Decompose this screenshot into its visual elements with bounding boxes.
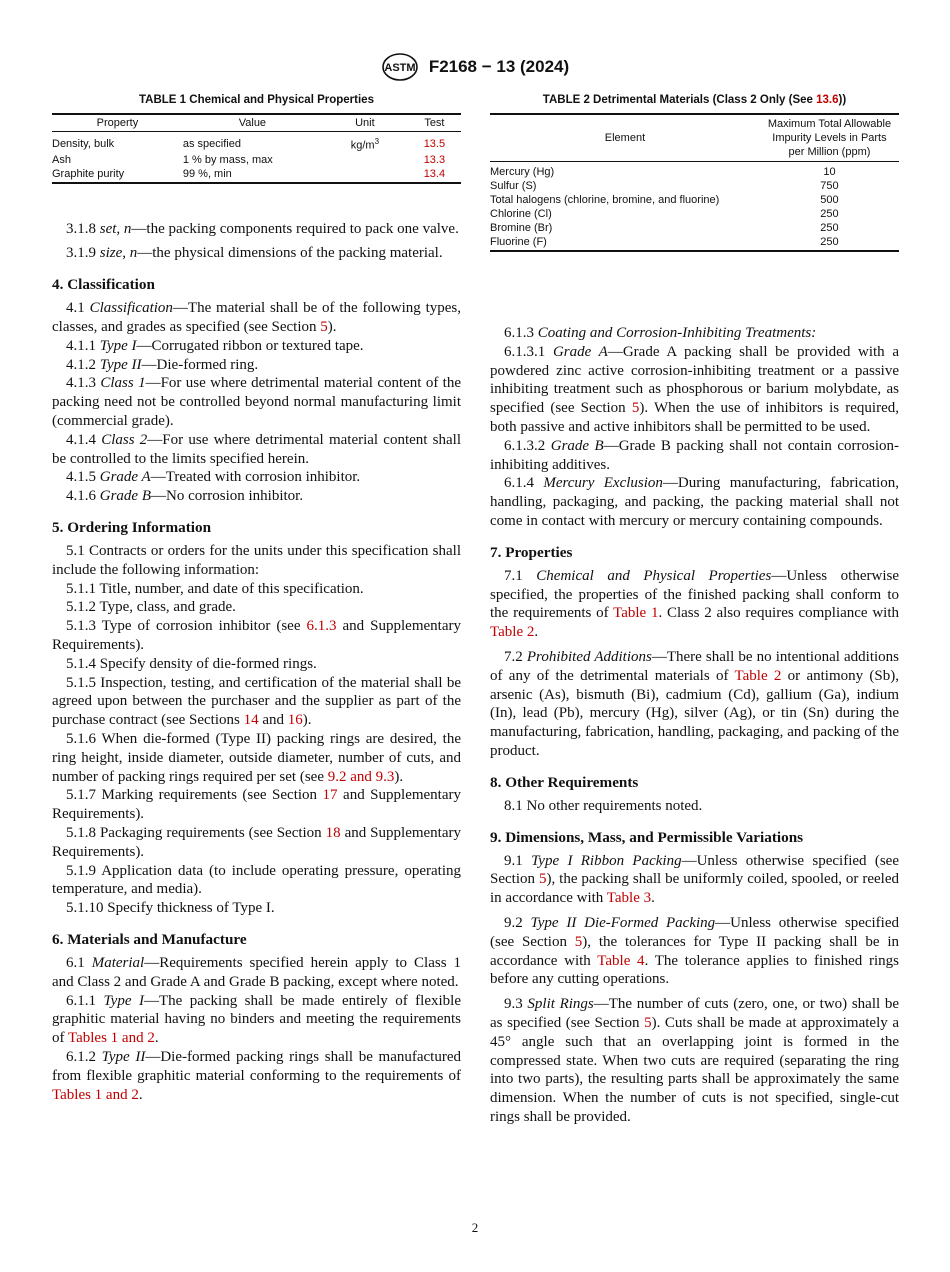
table2-cell: 250 — [820, 208, 839, 220]
right-column — [490, 94, 899, 1127]
table-row — [490, 193, 899, 207]
section-5-1-7: 5.1.7 Marking requirements (see Section 17 and Supplementary Requirements). — [52, 787, 461, 823]
section-link[interactable]: 17 — [322, 787, 338, 804]
astm-logo-icon — [381, 52, 419, 82]
table2-caption: TABLE 2 Detrimental Materials (Class 2 Only (See 13.6)) — [542, 94, 847, 106]
section-9-2: 9.2 Type II Die-Formed Packing—Unless otherwise specified (see Section 5), the tolerances for Type II packing shall be in accordance with Table 4. The tolerance applies to finished rings before any cutting operations. — [490, 914, 900, 988]
table2-cell: Fluorine (F) — [490, 235, 760, 251]
section-4-1-2: 4.1.2 Type II—Die-formed ring. — [66, 356, 259, 373]
heading-properties: 7. Properties — [490, 543, 573, 561]
section-link[interactable]: 5 — [574, 933, 583, 950]
table1-cell: Graphite purity — [52, 167, 183, 183]
section-3-1-9: 3.1.9 size, n—the physical dimensions of the packing material. — [66, 245, 443, 262]
section-link[interactable]: 5 — [644, 1014, 652, 1031]
section-7-2: 7.2 Prohibited Additions—There shall be no intentional additions of any of the detrimental materials of Table 2 or antimony (Sb), arsenic (As), bismuth (Bi), cadmium (Cd), gallium (Ga), indium (In), lead (Pb), mercury (Hg), silver (Ag), or tin (Sn) during the manufacturing, fabrication, handling, packaging, and packing of the product. — [490, 648, 899, 759]
table-row — [490, 207, 899, 221]
heading-other-requirements: 8. Other Requirements — [490, 773, 639, 791]
section-link[interactable]: 5 — [320, 319, 328, 336]
table1-caption: TABLE 1 Chemical and Physical Properties — [139, 94, 374, 106]
table1-header: Property — [52, 114, 183, 132]
section-link[interactable]: 13.6 — [816, 94, 839, 106]
table2-cell: Total halogens (chlorine, bromine, and fluorine) — [490, 194, 720, 206]
table-link[interactable]: Table 3 — [606, 890, 652, 907]
section-4-1-6: 4.1.6 Grade B—No corrosion inhibitor. — [66, 488, 304, 505]
table1 — [52, 113, 461, 184]
section-link[interactable]: 16 — [287, 712, 303, 729]
section-6-1-3-2: 6.1.3.2 Grade B—Grade B packing shall not contain corrosion-inhibiting additives. — [490, 437, 899, 473]
section-4-1-1: 4.1.1 Type I—Corrugated ribbon or textured tape. — [66, 337, 364, 354]
table2-cell: 250 — [820, 222, 839, 234]
section-9-3: 9.3 Split Rings—The number of cuts (zero, one, or two) shall be as specified (see Section 5). Cuts shall be made at approximately a 45° angle such that an overlapping joint is formed in the compressed state. When two cuts are required (separating the ring into two parts), the resulting parts shall be approximately the same dimension. When the number of cuts is not specified, single-cut rings shall be provided. — [490, 996, 900, 1125]
section-link[interactable]: 18 — [325, 824, 341, 841]
table-link[interactable]: Table 4 — [597, 952, 645, 969]
section-5-1-1: 5.1.1 Title, number, and date of this specification. — [66, 580, 364, 597]
page-header — [0, 52, 950, 82]
heading-dimensions: 9. Dimensions, Mass, and Permissible Variations — [490, 828, 804, 846]
table1-cell: Ash — [52, 153, 71, 166]
section-link[interactable]: 9.2 and 9.3 — [327, 768, 395, 785]
section-5-1-3: 5.1.3 Type of corrosion inhibitor (see 6.1.3 and Supplementary Requirements). — [52, 618, 461, 653]
heading-ordering-information: 5. Ordering Information — [52, 519, 212, 537]
section-6-1: 6.1 Material—Requirements specified herein apply to Class 1 and Class 2 and Grade A and Grade B packing, except where noted. — [52, 954, 462, 990]
table-link[interactable]: Table 1 — [613, 605, 659, 622]
table2-cell: Mercury (Hg) — [490, 166, 555, 178]
section-link[interactable]: 14 — [243, 712, 259, 729]
section-4-1-5: 4.1.5 Grade A—Treated with corrosion inhibitor. — [66, 469, 361, 486]
table1-cell: 99 %, min — [183, 167, 322, 183]
svg-text:ASTM: ASTM — [384, 62, 416, 74]
heading-materials-and-manufacture: 6. Materials and Manufacture — [52, 930, 247, 948]
table-row — [490, 235, 899, 251]
table1-link[interactable]: 13.4 — [408, 167, 461, 183]
left-column — [52, 94, 461, 1104]
table1-cell: as specified — [182, 137, 241, 150]
section-4-1-3: 4.1.3 Class 1—For use where detrimental material content of the packing need not be controlled beyond normal manufacturing limit (commercial grade). — [52, 375, 462, 430]
standard-designation: F2168 − 13 (2024) — [428, 57, 570, 76]
section-4-1-4: 4.1.4 Class 2—For use where detrimental material content shall be controlled to the limits specified herein. — [52, 431, 461, 467]
table1-link[interactable]: 13.5 — [423, 137, 446, 150]
table1-link[interactable]: 13.3 — [423, 153, 446, 166]
table-link[interactable]: Tables 1 and 2 — [67, 1030, 155, 1047]
table-row — [490, 162, 899, 180]
section-5-1-4: 5.1.4 Specify density of die-formed rings. — [66, 655, 317, 672]
section-6-1-3: 6.1.3 Coating and Corrosion-Inhibiting Treatments: — [504, 325, 817, 341]
section-link[interactable]: 6.1.3 — [306, 618, 337, 635]
section-8-1: 8.1 No other requirements noted. — [504, 797, 703, 814]
section-5-1: 5.1 Contracts or orders for the units under this specification shall include the following information: — [52, 543, 461, 578]
section-5-1-6: 5.1.6 When die-formed (Type II) packing rings are desired, the ring height, inside diameter, outside diameter, number of cuts, and number of packing rings required per set (see 9.2 and 9.3). — [52, 730, 461, 785]
section-7-1: 7.1 Chemical and Physical Properties—Unless otherwise specified, the properties of the finished packing shall conform to the requirements of Table 1. Class 2 also requires compliance with Table 2. — [490, 567, 899, 641]
table-row — [490, 179, 899, 193]
section-link[interactable]: 5 — [631, 400, 640, 417]
table-link[interactable]: Tables 1 and 2 — [52, 1086, 139, 1103]
table1-cell: 1 % by mass, max — [182, 153, 273, 166]
section-link[interactable]: 5 — [538, 871, 547, 888]
table1-header: Test — [408, 114, 461, 132]
table1-cell: Density, bulk — [52, 137, 115, 150]
table2-cell: Bromine (Br) — [490, 222, 553, 234]
section-9-1: 9.1 Type I Ribbon Packing—Unless otherwise specified (see Section 5), the packing shall be uniformly coiled, spooled, or reeled in accordance with Table 3. — [490, 852, 899, 907]
section-5-1-5: 5.1.5 Inspection, testing, and certification of the material shall be agreed upon between the purchaser and the supplier as part of the purchase contract (see Sections 14 and 16). — [52, 674, 461, 729]
section-6-1-2: 6.1.2 Type II—Die-formed packing rings shall be manufactured from flexible graphitic material conforming to the requirements of Tables 1 and 2. — [52, 1048, 461, 1103]
section-6-1-3-1: 6.1.3.1 Grade A—Grade A packing shall be provided with a powdered zinc active corrosion-inhibiting treatment or a passive inhibiting treatment such as phosphorous or barium molybdate, as specified (see Section 5). When the use of inhibitors is required, both passive and active inhibitors shall be permitted to be used. — [490, 343, 900, 435]
table2-cell: Chlorine (Cl) — [490, 208, 552, 220]
section-5-1-10: 5.1.10 Specify thickness of Type I. — [66, 900, 275, 917]
page-number: 2 — [471, 1220, 479, 1235]
table2 — [490, 113, 899, 252]
section-5-1-8: 5.1.8 Packaging requirements (see Section 18 and Supplementary Requirements). — [52, 824, 461, 860]
table-row — [52, 167, 461, 183]
table-link[interactable]: Table 2 — [734, 667, 782, 684]
table2-cell: 250 — [760, 235, 899, 251]
table-row — [490, 221, 899, 235]
table1-cell — [322, 153, 408, 167]
table-row — [52, 153, 461, 167]
table2-cell: 500 — [820, 194, 839, 206]
section-4-1: 4.1 Classification—The material shall be of the following types, classes, and grades as specified (see Section 5). — [52, 300, 462, 336]
table1-header: Value — [183, 114, 322, 132]
section-5-1-9: 5.1.9 Application data (to include operating pressure, operating temperature, and media). — [52, 862, 461, 898]
table1-header: Unit — [322, 114, 408, 132]
section-6-1-1: 6.1.1 Type I—The packing shall be made entirely of flexible graphitic material having no binders and meeting the requirements of Tables 1 and 2. — [52, 992, 461, 1047]
table1-cell: $kg/m^3$ — [350, 137, 380, 152]
table-row — [52, 132, 461, 153]
section-5-1-2: 5.1.2 Type, class, and grade. — [66, 599, 236, 616]
table1-cell — [322, 167, 408, 183]
section-6-1-4: 6.1.4 Mercury Exclusion—During manufacturing, fabrication, handling, packaging, and packing, the packing material shall not come in contact with mercury or mercury containing compounds. — [490, 475, 899, 529]
heading-classification: 4. Classification — [52, 276, 155, 294]
table2-cell: Sulfur (S) — [490, 180, 537, 192]
table2-cell: 10 — [823, 166, 836, 178]
table2-cell: 750 — [820, 180, 839, 192]
table2-header-max: Maximum Total Allowable Impurity Levels in Parts per Million (ppm) — [760, 114, 899, 162]
table-link[interactable]: Table 2 — [490, 624, 535, 641]
table2-header-element: Element — [490, 114, 760, 162]
section-3-1-8: 3.1.8 set, n—the packing components required to pack one valve. — [66, 220, 459, 237]
